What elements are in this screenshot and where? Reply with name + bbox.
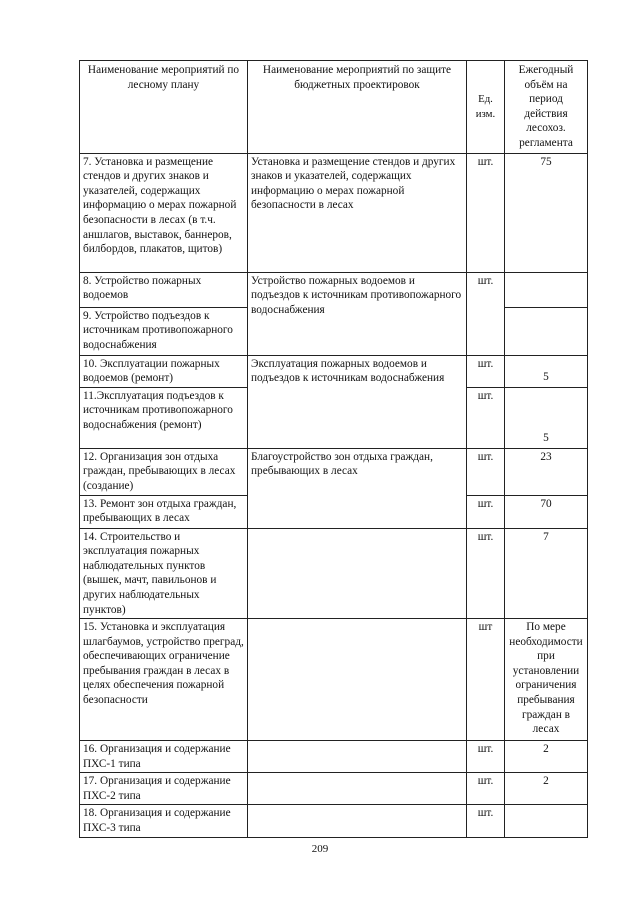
table-row xyxy=(80,741,588,773)
plan-cell: 14. Строительство и эксплуатация пожарных наблюдательных пунктов (вышек, мачт, павильонов и других наблюдательных пунктов) xyxy=(80,528,248,619)
value-cell xyxy=(505,805,588,837)
table-row xyxy=(80,773,588,805)
budget-cell xyxy=(248,741,467,773)
budget-cell xyxy=(248,528,467,619)
budget-cell: Благоустройство зон отдыха граждан, пребывающих в лесах xyxy=(248,448,467,528)
unit-cell: шт xyxy=(467,619,505,741)
value-cell xyxy=(505,272,588,307)
plan-cell: 15. Установка и эксплуатация шлагбаумов, устройство преград, обеспечивающих ограничение пребывания граждан в лесах в целях обеспечения пожарной безопасности xyxy=(80,619,248,741)
unit-cell: шт. xyxy=(467,528,505,619)
table-row xyxy=(80,448,588,495)
value-cell: По мере необходимости при установлении ограничения пребывания граждан в лесах xyxy=(505,619,588,741)
budget-cell: Эксплуатация пожарных водоемов и подъездов к источникам водоснабжения xyxy=(248,355,467,448)
value-cell: 2 xyxy=(505,741,588,773)
header-unit: Ед. изм. xyxy=(467,61,505,154)
value-cell: 75 xyxy=(505,153,588,272)
value-cell: 70 xyxy=(505,495,588,528)
plan-cell: 11.Эксплуатация подъездов к источникам противопожарного водоснабжения (ремонт) xyxy=(80,387,248,448)
plan-cell: 10. Эксплуатации пожарных водоемов (ремонт) xyxy=(80,355,248,387)
plan-cell: 12. Организация зон отдыха граждан, пребывающих в лесах (создание) xyxy=(80,448,248,495)
plan-cell: 17. Организация и содержание ПХС-2 типа xyxy=(80,773,248,805)
unit-cell: шт. xyxy=(467,495,505,528)
budget-cell xyxy=(248,619,467,741)
table-row xyxy=(80,355,588,387)
value-cell: 5 xyxy=(505,387,588,448)
unit-cell: шт. xyxy=(467,741,505,773)
plan-cell: 7. Установка и размещение стендов и других знаков и указателей, содержащих информацию о мерах пожарной безопасности в лесах (в т.ч. аншлагов, выставок, баннеров, билбордов, плакатов, щитов) xyxy=(80,153,248,272)
table-row xyxy=(80,805,588,837)
header-forest-plan: Наименование мероприятий по лесному плану xyxy=(80,61,248,154)
unit-cell: шт. xyxy=(467,387,505,448)
table-row xyxy=(80,153,588,272)
value-cell: 2 xyxy=(505,773,588,805)
plan-cell: 9. Устройство подъездов к источникам противопожарного водоснабжения xyxy=(80,307,248,355)
plan-cell: 13. Ремонт зон отдыха граждан, пребывающих в лесах xyxy=(80,495,248,528)
budget-cell xyxy=(248,773,467,805)
unit-cell: шт. xyxy=(467,805,505,837)
value-cell xyxy=(505,307,588,355)
plan-cell: 18. Организация и содержание ПХС-3 типа xyxy=(80,805,248,837)
table-row xyxy=(80,619,588,741)
value-cell: 23 xyxy=(505,448,588,495)
table-header-row xyxy=(80,61,588,154)
unit-cell: шт. xyxy=(467,448,505,495)
unit-cell: шт. xyxy=(467,153,505,272)
header-budget-design: Наименование мероприятий по защите бюджетных проектировок xyxy=(248,61,467,154)
value-cell: 5 xyxy=(505,355,588,387)
budget-cell: Установка и размещение стендов и других знаков и указателей, содержащих информацию о мерах пожарной безопасности в лесах xyxy=(248,153,467,272)
plan-cell: 8. Устройство пожарных водоемов xyxy=(80,272,248,307)
unit-cell: шт. xyxy=(467,773,505,805)
plan-cell: 16. Организация и содержание ПХС-1 типа xyxy=(80,741,248,773)
budget-cell xyxy=(248,805,467,837)
unit-cell: шт. xyxy=(467,355,505,387)
table-row xyxy=(80,272,588,307)
forest-fire-measures-table xyxy=(79,60,588,838)
page-number: 209 xyxy=(311,843,329,855)
value-cell: 7 xyxy=(505,528,588,619)
unit-cell: шт. xyxy=(467,272,505,355)
header-annual-volume: Ежегодный объём на период действия лесохоз. регламента xyxy=(505,61,588,154)
table-row xyxy=(80,528,588,619)
budget-cell: Устройство пожарных водоемов и подъездов к источникам противопожарного водоснабжения xyxy=(248,272,467,355)
